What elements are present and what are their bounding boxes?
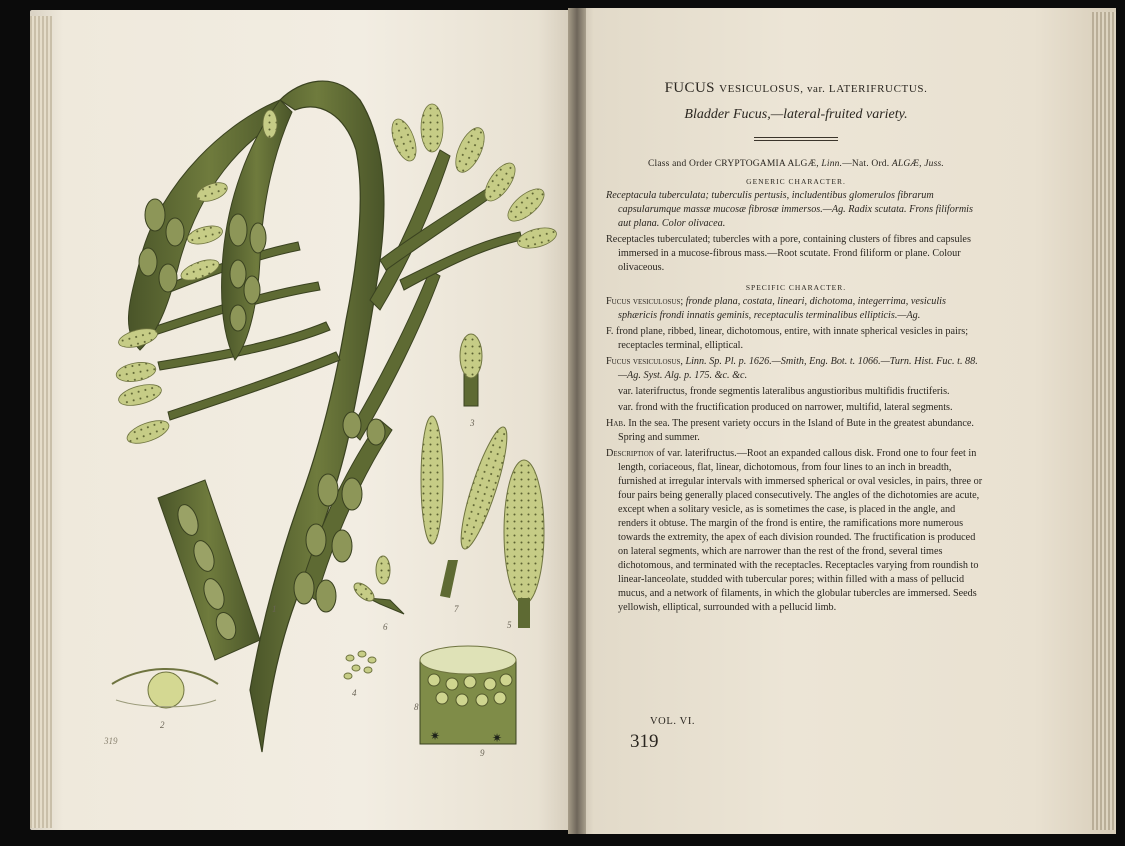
class-line-authority: Linn. — [821, 159, 843, 169]
figure-2-frond-section — [158, 480, 260, 660]
figure-label-8: 8 — [414, 702, 419, 712]
title-main: FUCUS — [664, 80, 720, 96]
class-line-order: —Nat. Ord. — [842, 159, 892, 169]
figure-label-1: 1 — [272, 604, 277, 614]
habitat-lead: Hab. — [606, 418, 629, 429]
generic-character-latin: Receptacula tuberculata; tuberculis pertusis, includentibus glomerulos fibrarum capsularumque massæ mucosæ fibrosæ immersos.—Ag. Radix scutata. Frons filiformis aut plana. Color olivacea. — [606, 190, 973, 229]
specific-character-latin — [606, 295, 986, 323]
text-page — [606, 80, 986, 617]
class-line — [606, 159, 986, 169]
title-smallcaps: VESICULOSUS, var. LATERIFRUCTUS. — [719, 83, 928, 95]
generic-character-english: Receptacles tuberculated; tubercles with a pore, containing clusters of fibres and capsules immersed in a mucose-fibrous mass.—Root scutate. Frond filiform or plane. Colour olivaceous. — [606, 234, 971, 273]
habitat-text: In the sea. The present variety occurs in the Island of Bute in the greatest abundance. Spring and summer. — [618, 418, 974, 443]
figure-3-receptacle-tip — [460, 334, 482, 406]
volume-label: VOL. VI. — [650, 716, 696, 727]
description-text: of var. laterifructus.—Root an expanded callous disk. Frond one to four feet in length, coriaceous, flat, linear, dichotomous, from four lines to an inch in breadth, furnished at irregular intervals with immersed spherical or oval vesicles, in pairs, three or four pairs being generally placed consecutively. The angles of the dichotomies are acute, except when a solitary vesicle, as is sometimes the case, is placed in the angle, and renders it obtuse. The margin of the frond is entire, the ramifications more numerous towards the extremity, the apex of each division rounded. The fructification is produced on lateral segments, which are narrower than the rest of the frond, several times dichotomous, and terminated with the receptacles. Receptacles varying from roundish to linear-lanceolate, studded with tubercular pores; within filled with a mass of pellucid mucus, and a network of filaments, in which the globular tubercles are immersed. Seeds yellowish, elliptical, surrounded with a pellucid limb. — [618, 448, 983, 613]
references-text: Linn. Sp. Pl. p. 1626.—Smith, Eng. Bot. t. 1066.—Turn. Hist. Fuc. t. 88.—Ag. Syst. Alg. p. 175. &c. &c. — [618, 356, 978, 381]
figure-4-forked-receptacles — [421, 416, 515, 598]
figure-label-3: 3 — [470, 418, 475, 428]
figure-6-twig — [351, 556, 404, 614]
figure-label-9: 9 — [480, 748, 485, 758]
description-lead: Description — [606, 448, 657, 459]
specific-character-heading: SPECIFIC CHARACTER. — [745, 283, 847, 292]
plate-number: 319 — [104, 736, 118, 746]
specific-character-english: F. frond plane, ribbed, linear, dichotomous, entire, with innate spherical vesicles in pairs; receptacles terminal, elliptical. — [606, 326, 969, 351]
figure-label-4: 4 — [352, 688, 357, 698]
figure-8-tubercle-section — [112, 669, 218, 708]
variety-latin: var. laterifructus, fronde segmentis lateralibus angustioribus multifidis fructiferis. — [618, 386, 950, 397]
figure-5-receptacle — [504, 460, 544, 628]
class-line-family: ALGÆ, Juss. — [891, 159, 945, 169]
description — [606, 447, 986, 615]
specific-latin-lead: Fucus vesiculosus; — [606, 296, 686, 307]
references — [606, 355, 986, 383]
figure-label-6: 6 — [383, 622, 388, 632]
specific-latin-text: fronde plana, costata, lineari, dichotoma, integerrima, vesiculis sphæricis frondi innatis geminis, receptaculis terminalibus ellipticis.—Ag. — [618, 296, 946, 321]
page-number: 319 — [630, 731, 659, 752]
variety-english: var. frond with the fructification produced on narrower, multifid, lateral segments. — [618, 402, 953, 413]
references-lead: Fucus vesiculosus, — [606, 356, 686, 367]
figure-label-7: 7 — [454, 604, 459, 614]
generic-character-heading: GENERIC CHARACTER. — [746, 177, 846, 186]
page-title — [606, 80, 986, 97]
figure-7-seeds — [344, 651, 376, 679]
figure-label-2: 2 — [160, 720, 165, 730]
svg-text:✷: ✷ — [430, 729, 441, 743]
figure-9-block-section — [420, 646, 516, 745]
page-subtitle: Bladder Fucus,—lateral-fruited variety. — [684, 107, 908, 122]
class-line-text: Class and Order CRYPTOGAMIA ALGÆ, — [647, 159, 822, 169]
habitat — [606, 417, 986, 445]
figure-label-5: 5 — [507, 620, 512, 630]
double-rule — [754, 137, 838, 141]
svg-text:✷: ✷ — [492, 731, 503, 745]
